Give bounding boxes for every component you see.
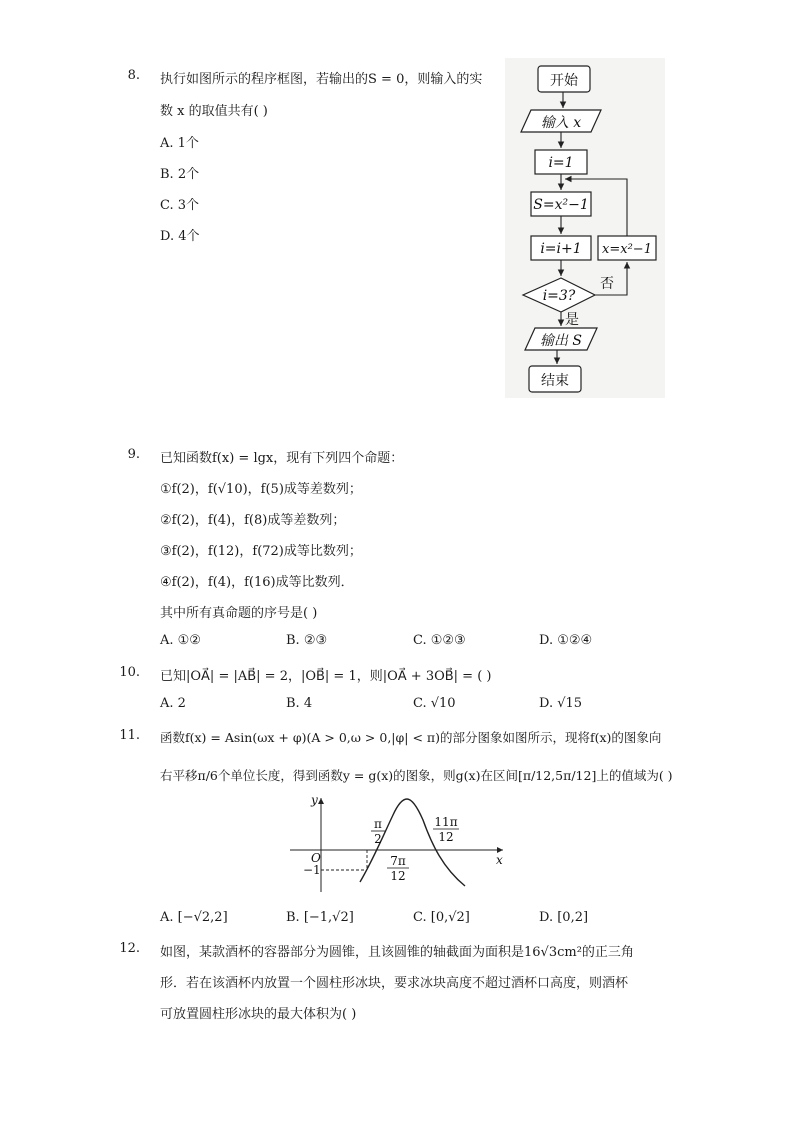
input-label: 输入 x xyxy=(540,115,582,131)
eleven-pi-numerator: 11π xyxy=(434,815,458,829)
question-9-option-b[interactable]: B. ②③ xyxy=(286,633,328,648)
question-11-option-b[interactable]: B. [−1,√2] xyxy=(286,910,354,925)
question-9-number: 9. xyxy=(127,447,140,462)
assign-s-label: S=x²−1 xyxy=(533,197,589,213)
question-12-stem-line1: 如图，某款酒杯的容器部分为圆锥，且该圆锥的轴截面为面积是16√3cm²的正三角 xyxy=(160,945,634,960)
question-9-stem: 已知函数f(x) = lgx，现有下列四个命题： xyxy=(160,451,404,466)
init-label: i=1 xyxy=(548,155,574,171)
question-12-number: 12. xyxy=(119,941,140,956)
question-8-stem-line1: 执行如图所示的程序框图，若输出的S = 0，则输入的实 xyxy=(160,72,483,87)
question-9-item-3: ③f(2)，f(12)，f(72)成等比数列； xyxy=(160,544,362,559)
question-9-item-2: ②f(2)，f(4)，f(8)成等差数列； xyxy=(160,513,346,528)
question-9-item-1: ①f(2)，f(√10)，f(5)成等差数列； xyxy=(160,482,362,497)
question-9-item-4: ④f(2)，f(4)，f(16)成等比数列． xyxy=(160,575,354,590)
output-label: 输出 S xyxy=(539,333,583,349)
yes-label: 是 xyxy=(565,312,579,328)
question-10-option-d[interactable]: D. √15 xyxy=(539,696,583,711)
question-11-stem-line2: 右平移π/6个单位长度，得到函数y = g(x)的图象，则g(x)在区间[π/12,5π/12]上的值域为( ) xyxy=(160,768,673,783)
y-axis-label: y xyxy=(311,793,318,807)
question-10-number: 10. xyxy=(119,665,140,680)
update-x-label: x=x²−1 xyxy=(602,242,652,257)
question-8-option-c[interactable]: C. 3个 xyxy=(160,198,200,213)
no-label: 否 xyxy=(600,276,614,292)
neg-one-label: −1 xyxy=(303,863,321,877)
question-12-stem-line3: 可放置圆柱形冰块的最大体积为( ) xyxy=(160,1007,357,1022)
seven-pi-denominator: 12 xyxy=(390,869,406,883)
question-10-option-b[interactable]: B. 4 xyxy=(286,696,313,711)
question-11-option-c[interactable]: C. [0,√2] xyxy=(413,910,470,925)
program-flowchart xyxy=(505,58,665,398)
question-9-option-c[interactable]: C. ①②③ xyxy=(413,633,466,648)
question-11-number: 11. xyxy=(119,728,140,743)
question-10-option-c[interactable]: C. √10 xyxy=(413,696,456,711)
start-label: 开始 xyxy=(550,73,578,89)
question-9-option-a[interactable]: A. ①② xyxy=(160,633,201,648)
sine-graph xyxy=(285,790,515,895)
pi-half-numerator: π xyxy=(374,817,382,831)
question-11-option-d[interactable]: D. [0,2] xyxy=(539,910,589,925)
question-9-ask: 其中所有真命题的序号是( ) xyxy=(160,606,318,621)
question-10-stem: 已知|OA⃗| = |AB⃗| = 2，|OB⃗| = 1，则|OA⃗ + 3OB⃗| = ( ) xyxy=(160,669,492,684)
question-10-option-a[interactable]: A. 2 xyxy=(160,696,186,711)
condition-label: i=3? xyxy=(542,288,576,304)
increment-label: i=i+1 xyxy=(540,241,582,257)
question-11-stem-line1: 函数f(x) = Asin(ωx + φ)(A > 0,ω > 0,|φ| < π)的部分图象如图所示，现将f(x)的图象向 xyxy=(160,730,662,745)
question-11-option-a[interactable]: A. [−√2,2] xyxy=(160,910,228,925)
eleven-pi-denominator: 12 xyxy=(438,830,454,844)
question-8-option-a[interactable]: A. 1个 xyxy=(160,136,199,151)
question-8-option-b[interactable]: B. 2个 xyxy=(160,167,200,182)
question-8-stem-line2: 数 x 的取值共有( ) xyxy=(160,104,268,119)
question-12-stem-line2: 形．若在该酒杯内放置一个圆柱形冰块，要求冰块高度不超过酒杯口高度，则酒杯 xyxy=(160,976,629,991)
end-label: 结束 xyxy=(541,373,569,389)
origin-label: O xyxy=(311,851,321,865)
pi-half-denominator: 2 xyxy=(374,832,382,846)
seven-pi-numerator: 7π xyxy=(390,854,406,868)
x-axis-label: x xyxy=(496,853,503,867)
question-8-option-d[interactable]: D. 4个 xyxy=(160,229,200,244)
question-9-option-d[interactable]: D. ①②④ xyxy=(539,633,593,648)
question-8-number: 8. xyxy=(127,68,140,83)
